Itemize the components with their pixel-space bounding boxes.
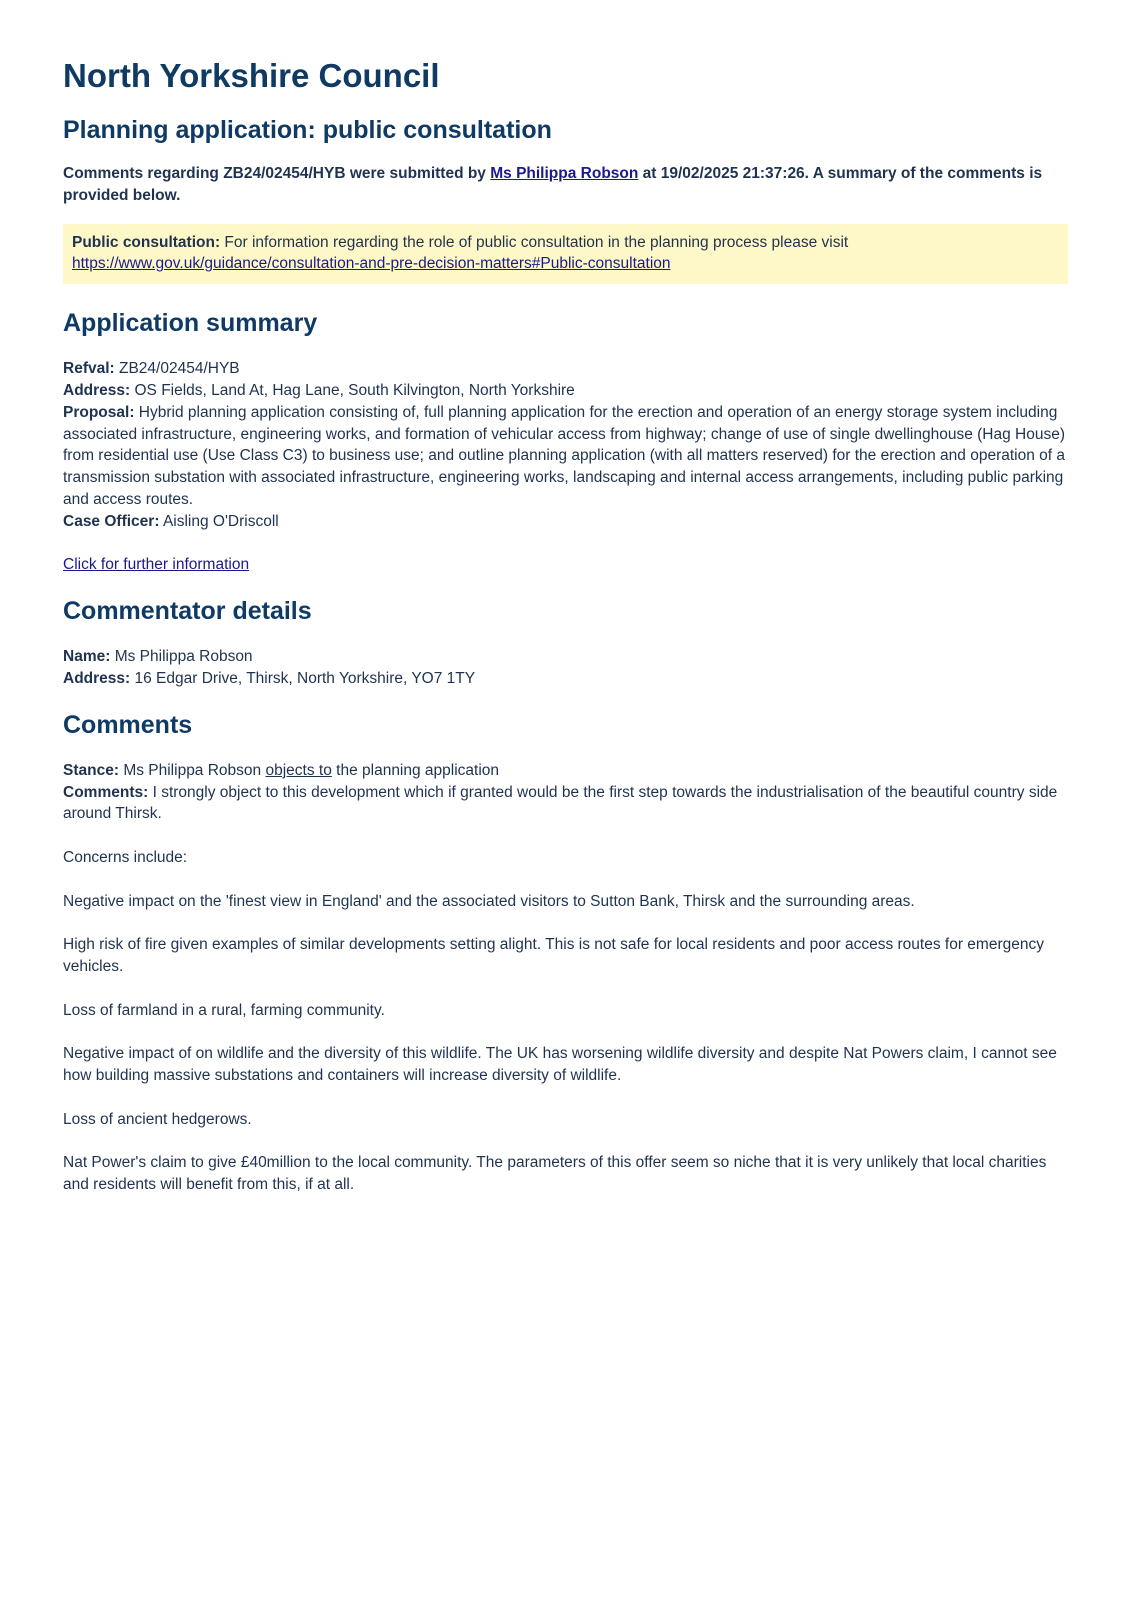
intro-suffix: at 19/02/2025 21:37:26. A summary of the comments is provided below. [63, 165, 1043, 204]
intro-summary [63, 163, 1068, 207]
address-value: OS Fields, Land At, Hag Lane, South Kilvington, North Yorkshire [134, 381, 575, 399]
stance-name: Ms Philippa Robson [123, 761, 262, 779]
commentator-address-value: 16 Edgar Drive, Thirsk, North Yorkshire, YO7 1TY [134, 669, 476, 687]
application-summary [63, 358, 1068, 576]
case-officer-row [63, 511, 1068, 533]
commenter-link[interactable]: Ms Philippa Robson [490, 165, 639, 182]
comment-paragraph: Nat Power's claim to give £40million to the local community. The parameters of this offer seem so niche that it is very unlikely that local charities and residents will benefit from this, if at all. [63, 1154, 1047, 1193]
comments-row [63, 782, 1068, 826]
refval-label: Refval: [63, 360, 115, 378]
comments-section [63, 760, 1068, 1196]
commentator-details [63, 646, 1068, 690]
address-label: Address: [63, 381, 131, 399]
comment-paragraph: High risk of fire given examples of similar developments setting alight. This is not safe for local residents and poor access routes for emergency vehicles. [63, 936, 1044, 975]
case-officer-label: Case Officer: [63, 512, 160, 530]
commentator-details-heading: Commentator details [63, 597, 312, 626]
comment-paragraph: Loss of ancient hedgerows. [63, 1110, 252, 1128]
further-information-link[interactable]: Click for further information [63, 556, 250, 574]
page-title: Planning application: public consultation [63, 116, 552, 144]
council-title: North Yorkshire Council [63, 57, 440, 94]
proposal-value: Hybrid planning application consisting of, full planning application for the erection and operation of an energy storage system including associated infrastructure, engineering works, and formation of vehicular access from highway; change of use of single dwellinghouse (Hag House) from residential use (Use Class C3) to business use; and outline planning application (with all matters reserved) for the erection and operation of a transmission substation with associated infrastructure, engineering works, landscaping and internal access arrangements, including public parking and access routes. [63, 403, 1066, 508]
consultation-guidance-link[interactable]: https://www.gov.uk/guidance/consultation-and-pre-decision-matters#Public-consultation [72, 255, 671, 273]
commentator-name-value: Ms Philippa Robson [114, 648, 253, 666]
stance-label: Stance: [63, 761, 119, 779]
stance-row [63, 760, 1068, 782]
commentator-name-label: Name: [63, 648, 111, 666]
commentator-address-row [63, 668, 1068, 690]
intro-prefix: Comments regarding ZB24/02454/HYB were submitted by [63, 165, 491, 182]
application-summary-heading: Application summary [63, 309, 318, 338]
comments-heading: Comments [63, 710, 193, 739]
notice-label: Public consultation: [72, 233, 221, 251]
comment-paragraph: Negative impact on the 'finest view in England' and the associated visitors to Sutton Bank, Thirsk and the surrounding areas. [63, 892, 915, 910]
refval-row [63, 358, 1068, 380]
address-row [63, 380, 1068, 402]
public-consultation-notice [63, 224, 1068, 285]
case-officer-value: Aisling O'Driscoll [162, 512, 279, 530]
document-page [63, 52, 1068, 1196]
proposal-label: Proposal: [63, 403, 135, 421]
comments-label: Comments: [63, 783, 149, 801]
comment-paragraph: Negative impact of on wildlife and the diversity of this wildlife. The UK has worsening wildlife diversity and despite Nat Powers claim, I cannot see how building massive substations and containers will increase diversity of wildlife. [63, 1045, 1057, 1084]
stance-suffix: the planning application [336, 761, 500, 779]
commentator-name-row [63, 646, 1068, 668]
comment-paragraph: I strongly object to this development which if granted would be the first step towards the industrialisation of the beautiful country side around Thirsk. [63, 783, 1058, 823]
comment-paragraph: Loss of farmland in a rural, farming community. [63, 1001, 385, 1019]
stance-objects-link[interactable]: objects to [265, 761, 332, 779]
proposal-row [63, 402, 1068, 511]
comment-paragraph: Concerns include: [63, 848, 188, 866]
commentator-address-label: Address: [63, 669, 131, 687]
refval-value: ZB24/02454/HYB [119, 360, 240, 378]
notice-text: For information regarding the role of public consultation in the planning process please visit [220, 233, 849, 251]
